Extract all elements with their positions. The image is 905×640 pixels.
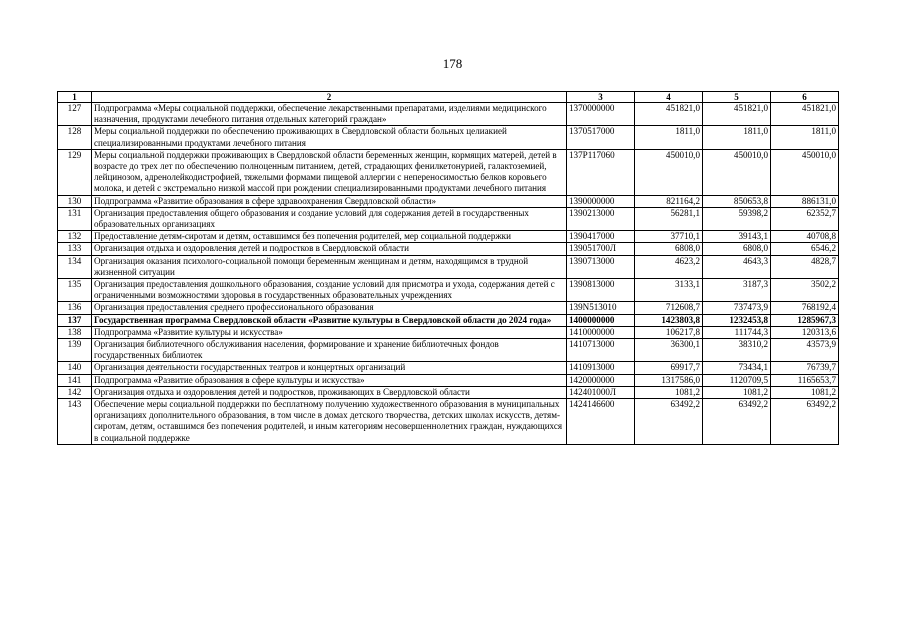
row-value-col4: 63492,2 <box>635 399 703 445</box>
row-value-col5: 63492,2 <box>703 399 771 445</box>
row-value-col6: 4828,7 <box>771 255 839 278</box>
table-header-row <box>58 92 839 103</box>
row-code: 1390000000 <box>567 195 635 207</box>
row-value-col5: 39143,1 <box>703 231 771 243</box>
row-value-col6: 62352,7 <box>771 207 839 230</box>
row-number: 130 <box>58 195 92 207</box>
row-value-col5: 1811,0 <box>703 126 771 149</box>
row-name: Организация отдыха и оздоровления детей и подростков в Свердловской области <box>92 243 567 255</box>
row-code: 1424146600 <box>567 399 635 445</box>
row-number: 137 <box>58 314 92 326</box>
row-value-col5: 4643,3 <box>703 255 771 278</box>
row-value-col4: 1317586,0 <box>635 374 703 386</box>
row-name: Организация библиотечного обслуживания населения, формирование и хранение библиотечных фондов государственных библиотек <box>92 339 567 362</box>
row-number: 140 <box>58 362 92 374</box>
row-value-col5: 111744,3 <box>703 326 771 338</box>
row-value-col4: 6808,0 <box>635 243 703 255</box>
header-col-3: 3 <box>567 92 635 103</box>
row-code: 142401000Л <box>567 386 635 398</box>
row-value-col6: 3502,2 <box>771 279 839 302</box>
row-number: 142 <box>58 386 92 398</box>
row-value-col4: 450010,0 <box>635 149 703 195</box>
row-name: Обеспечение меры социальной поддержки по бесплатному получению художественного образования в муниципальных организациях дополнительного образования, в том числе в домах детского творчества, детских школах искусств, детям-сиротам, детям, оставшимся без попечения родителей, и иным категориям несовершеннолетних граждан, нуждающихся в социальной поддержке <box>92 399 567 445</box>
row-value-col4: 69917,7 <box>635 362 703 374</box>
row-value-col6: 1081,2 <box>771 386 839 398</box>
row-name: Меры социальной поддержки по обеспечению проживающих в Свердловской области больных целиакией специализированными продуктами лечебного питания <box>92 126 567 149</box>
row-value-col4: 712608,7 <box>635 302 703 314</box>
row-value-col6: 1285967,3 <box>771 314 839 326</box>
row-value-col5: 59398,2 <box>703 207 771 230</box>
header-col-1: 1 <box>58 92 92 103</box>
row-number: 129 <box>58 149 92 195</box>
row-code: 1370000000 <box>567 103 635 126</box>
row-number: 139 <box>58 339 92 362</box>
row-value-col5: 1081,2 <box>703 386 771 398</box>
row-number: 138 <box>58 326 92 338</box>
row-value-col5: 1120709,5 <box>703 374 771 386</box>
row-value-col6: 43573,9 <box>771 339 839 362</box>
row-value-col6: 1811,0 <box>771 126 839 149</box>
row-code: 137P117060 <box>567 149 635 195</box>
row-number: 141 <box>58 374 92 386</box>
row-number: 128 <box>58 126 92 149</box>
row-name: Государственная программа Свердловской области «Развитие культуры в Свердловской области до 2024 года» <box>92 314 567 326</box>
row-number: 135 <box>58 279 92 302</box>
row-code: 1390713000 <box>567 255 635 278</box>
row-name: Предоставление детям-сиротам и детям, оставшимся без попечения родителей, мер социальной поддержки <box>92 231 567 243</box>
table-row <box>58 149 839 195</box>
row-value-col4: 1811,0 <box>635 126 703 149</box>
row-value-col6: 451821,0 <box>771 103 839 126</box>
row-value-col5: 73434,1 <box>703 362 771 374</box>
row-number: 134 <box>58 255 92 278</box>
row-code: 1410913000 <box>567 362 635 374</box>
header-col-6: 6 <box>771 92 839 103</box>
row-value-col6: 76739,7 <box>771 362 839 374</box>
table-row <box>58 386 839 398</box>
row-number: 136 <box>58 302 92 314</box>
row-name: Подпрограмма «Развитие образования в сфере культуры и искусства» <box>92 374 567 386</box>
row-code: 1370517000 <box>567 126 635 149</box>
row-value-col6: 6546,2 <box>771 243 839 255</box>
row-code: 1420000000 <box>567 374 635 386</box>
table-row <box>58 103 839 126</box>
row-code: 1390213000 <box>567 207 635 230</box>
row-value-col4: 56281,1 <box>635 207 703 230</box>
row-name: Подпрограмма «Меры социальной поддержки, обеспечение лекарственными препаратами, изделиями медицинского назначения, продуктами лечебного питания отдельных категорий граждан» <box>92 103 567 126</box>
header-col-5: 5 <box>703 92 771 103</box>
row-number: 127 <box>58 103 92 126</box>
row-code: 1390813000 <box>567 279 635 302</box>
row-value-col5: 737473,9 <box>703 302 771 314</box>
row-number: 132 <box>58 231 92 243</box>
table-row <box>58 207 839 230</box>
table-row <box>58 231 839 243</box>
table-row <box>58 243 839 255</box>
table-row <box>58 314 839 326</box>
row-value-col6: 886131,0 <box>771 195 839 207</box>
row-value-col5: 850653,8 <box>703 195 771 207</box>
row-name: Организация отдыха и оздоровления детей и подростков, проживающих в Свердловской области <box>92 386 567 398</box>
page-number: 178 <box>442 56 463 71</box>
table-row <box>58 126 839 149</box>
row-name: Организация предоставления общего образования и создание условий для содержания детей в государственных образовательных организациях <box>92 207 567 230</box>
row-code: 139N513010 <box>567 302 635 314</box>
row-value-col6: 63492,2 <box>771 399 839 445</box>
row-value-col5: 38310,2 <box>703 339 771 362</box>
row-name: Организация оказания психолого-социальной помощи беременным женщинам и детям, находящимся в трудной жизненной ситуации <box>92 255 567 278</box>
header-col-2: 2 <box>92 92 567 103</box>
row-value-col4: 3133,1 <box>635 279 703 302</box>
table-row <box>58 302 839 314</box>
row-name: Подпрограмма «Развитие культуры и искусства» <box>92 326 567 338</box>
row-value-col4: 37710,1 <box>635 231 703 243</box>
row-value-col4: 1423803,8 <box>635 314 703 326</box>
row-code: 139051700Л <box>567 243 635 255</box>
row-value-col6: 1165653,7 <box>771 374 839 386</box>
row-code: 1390417000 <box>567 231 635 243</box>
row-value-col6: 40708,8 <box>771 231 839 243</box>
row-value-col4: 451821,0 <box>635 103 703 126</box>
row-value-col5: 451821,0 <box>703 103 771 126</box>
table-row <box>58 362 839 374</box>
row-value-col4: 821164,2 <box>635 195 703 207</box>
row-value-col5: 3187,3 <box>703 279 771 302</box>
table-row <box>58 326 839 338</box>
table-body <box>58 103 839 445</box>
row-number: 133 <box>58 243 92 255</box>
row-value-col4: 36300,1 <box>635 339 703 362</box>
row-name: Организация предоставления дошкольного образования, создание условий для присмотра и ухода, содержания детей с ограниченными возможностями здоровья в государственных образовательных учреждениях <box>92 279 567 302</box>
row-name: Организация деятельности государственных театров и концертных организаций <box>92 362 567 374</box>
table-row <box>58 255 839 278</box>
row-value-col4: 4623,2 <box>635 255 703 278</box>
row-code: 1410000000 <box>567 326 635 338</box>
row-value-col5: 450010,0 <box>703 149 771 195</box>
row-value-col6: 450010,0 <box>771 149 839 195</box>
row-value-col4: 1081,2 <box>635 386 703 398</box>
table-row <box>58 339 839 362</box>
row-value-col6: 768192,4 <box>771 302 839 314</box>
row-value-col6: 120313,6 <box>771 326 839 338</box>
table-row <box>58 399 839 445</box>
row-number: 143 <box>58 399 92 445</box>
row-code: 1410713000 <box>567 339 635 362</box>
table-row <box>58 279 839 302</box>
budget-table <box>57 91 839 445</box>
row-name: Меры социальной поддержки проживающих в Свердловской области беременных женщин, кормящих матерей, детей в возрасте до трех лет по обеспечению полноценным питанием, детей, страдающих фенилкетонурией, галактоземией, лейцинозом, адренолейкодистрофией, тяжелыми формами пищевой аллергии с непереносимостью белков коровьего молока, и детей с экстремально низкой массой при рождении специализированными продуктами лечебного питания <box>92 149 567 195</box>
row-code: 1400000000 <box>567 314 635 326</box>
header-col-4: 4 <box>635 92 703 103</box>
row-name: Подпрограмма «Развитие образования в сфере здравоохранения Свердловской области» <box>92 195 567 207</box>
table-row <box>58 374 839 386</box>
row-value-col4: 106217,8 <box>635 326 703 338</box>
table-row <box>58 195 839 207</box>
row-name: Организация предоставления среднего профессионального образования <box>92 302 567 314</box>
row-number: 131 <box>58 207 92 230</box>
row-value-col5: 1232453,8 <box>703 314 771 326</box>
row-value-col5: 6808,0 <box>703 243 771 255</box>
